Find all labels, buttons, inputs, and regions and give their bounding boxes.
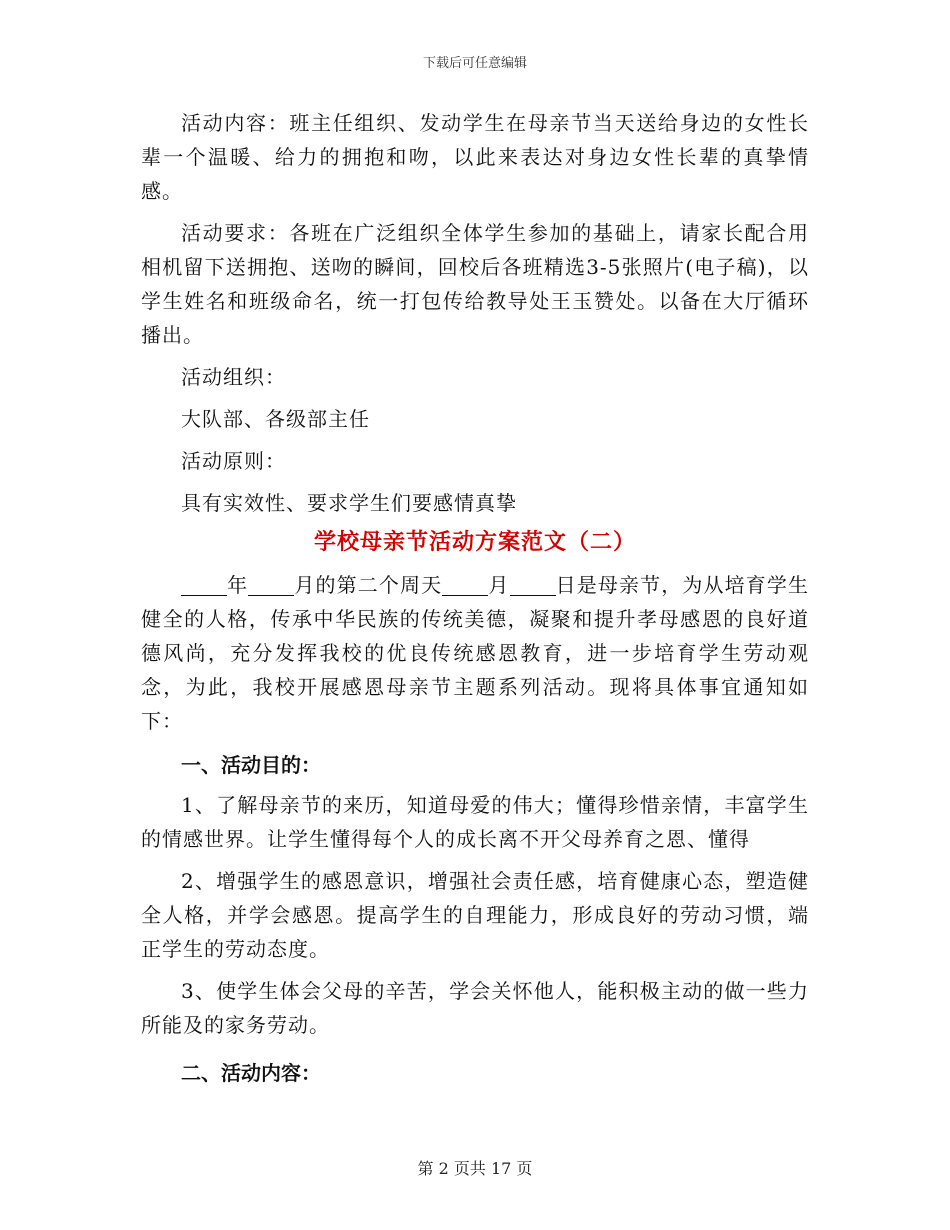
blank-line: [181, 573, 227, 596]
blank-line: [442, 573, 488, 596]
page-footer: 第 2 页共 17 页: [417, 1159, 533, 1178]
page-header: 下载后可任意编辑: [422, 56, 527, 71]
heading-content: 二、活动内容：: [181, 1061, 321, 1085]
blank-line: [248, 573, 294, 596]
paragraph-activity-requirements: 活动要求：各班在广泛组织全体学生参加的基础上，请家长配合用相机留下送拥抱、送吻的瞬间，回校后各班精选3-5张照片(电子稿)，以学生姓名和班级命名，统一打包传给教导处王玉赞处。以备在大厅循环播出。: [141, 221, 809, 347]
purpose-item-2: 2、增强学生的感恩意识，增强社会责任感，培育健康心态，塑造健全人格，并学会感恩。提高学生的自理能力，形成良好的劳动习惯，端正学生的劳动态度。: [141, 869, 809, 961]
intro-text-2: 月的第二个周天: [294, 573, 443, 597]
intro-text-3: 月: [488, 573, 510, 597]
intro-paragraph: [141, 568, 809, 738]
paragraph-activity-organization: 大队部、各级部主任: [181, 407, 370, 431]
paragraph-activity-principle: 具有实效性、要求学生们要感情真挚: [181, 491, 517, 515]
intro-text-1: 年: [227, 573, 249, 597]
intro-text-4: 日是母亲节，为从培育学生健全的人格，传承中华民族的传统美德，凝聚和提升孝母感恩的良好道德风尚，充分发挥我校的优良传统感恩教育，进一步培育学生劳动观念，为此，我校开展感恩母亲节主题系列活动。现将具体事宜通知如下：: [141, 573, 809, 733]
paragraph-activity-content: 活动内容：班主任组织、发动学生在母亲节当天送给身边的女性长辈一个温暖、给力的拥抱和吻，以此来表达对身边女性长辈的真挚情感。: [141, 111, 809, 203]
document-body: [141, 106, 809, 1096]
purpose-item-3: 3、使学生体会父母的辛苦，学会关怀他人，能积极主动的做一些力所能及的家务劳动。: [141, 979, 809, 1037]
blank-line: [510, 573, 556, 596]
heading-purpose: 一、活动目的：: [181, 753, 321, 777]
paragraph-activity-organization-label: 活动组织：: [181, 365, 286, 389]
purpose-item-1: 1、了解母亲节的来历，知道母爱的伟大；懂得珍惜亲情，丰富学生的情感世界。让学生懂得每个人的成长离不开父母养育之恩、懂得: [141, 793, 809, 851]
paragraph-activity-principle-label: 活动原则：: [181, 449, 286, 473]
section-title: 学校母亲节活动方案范文（二）: [313, 529, 636, 555]
